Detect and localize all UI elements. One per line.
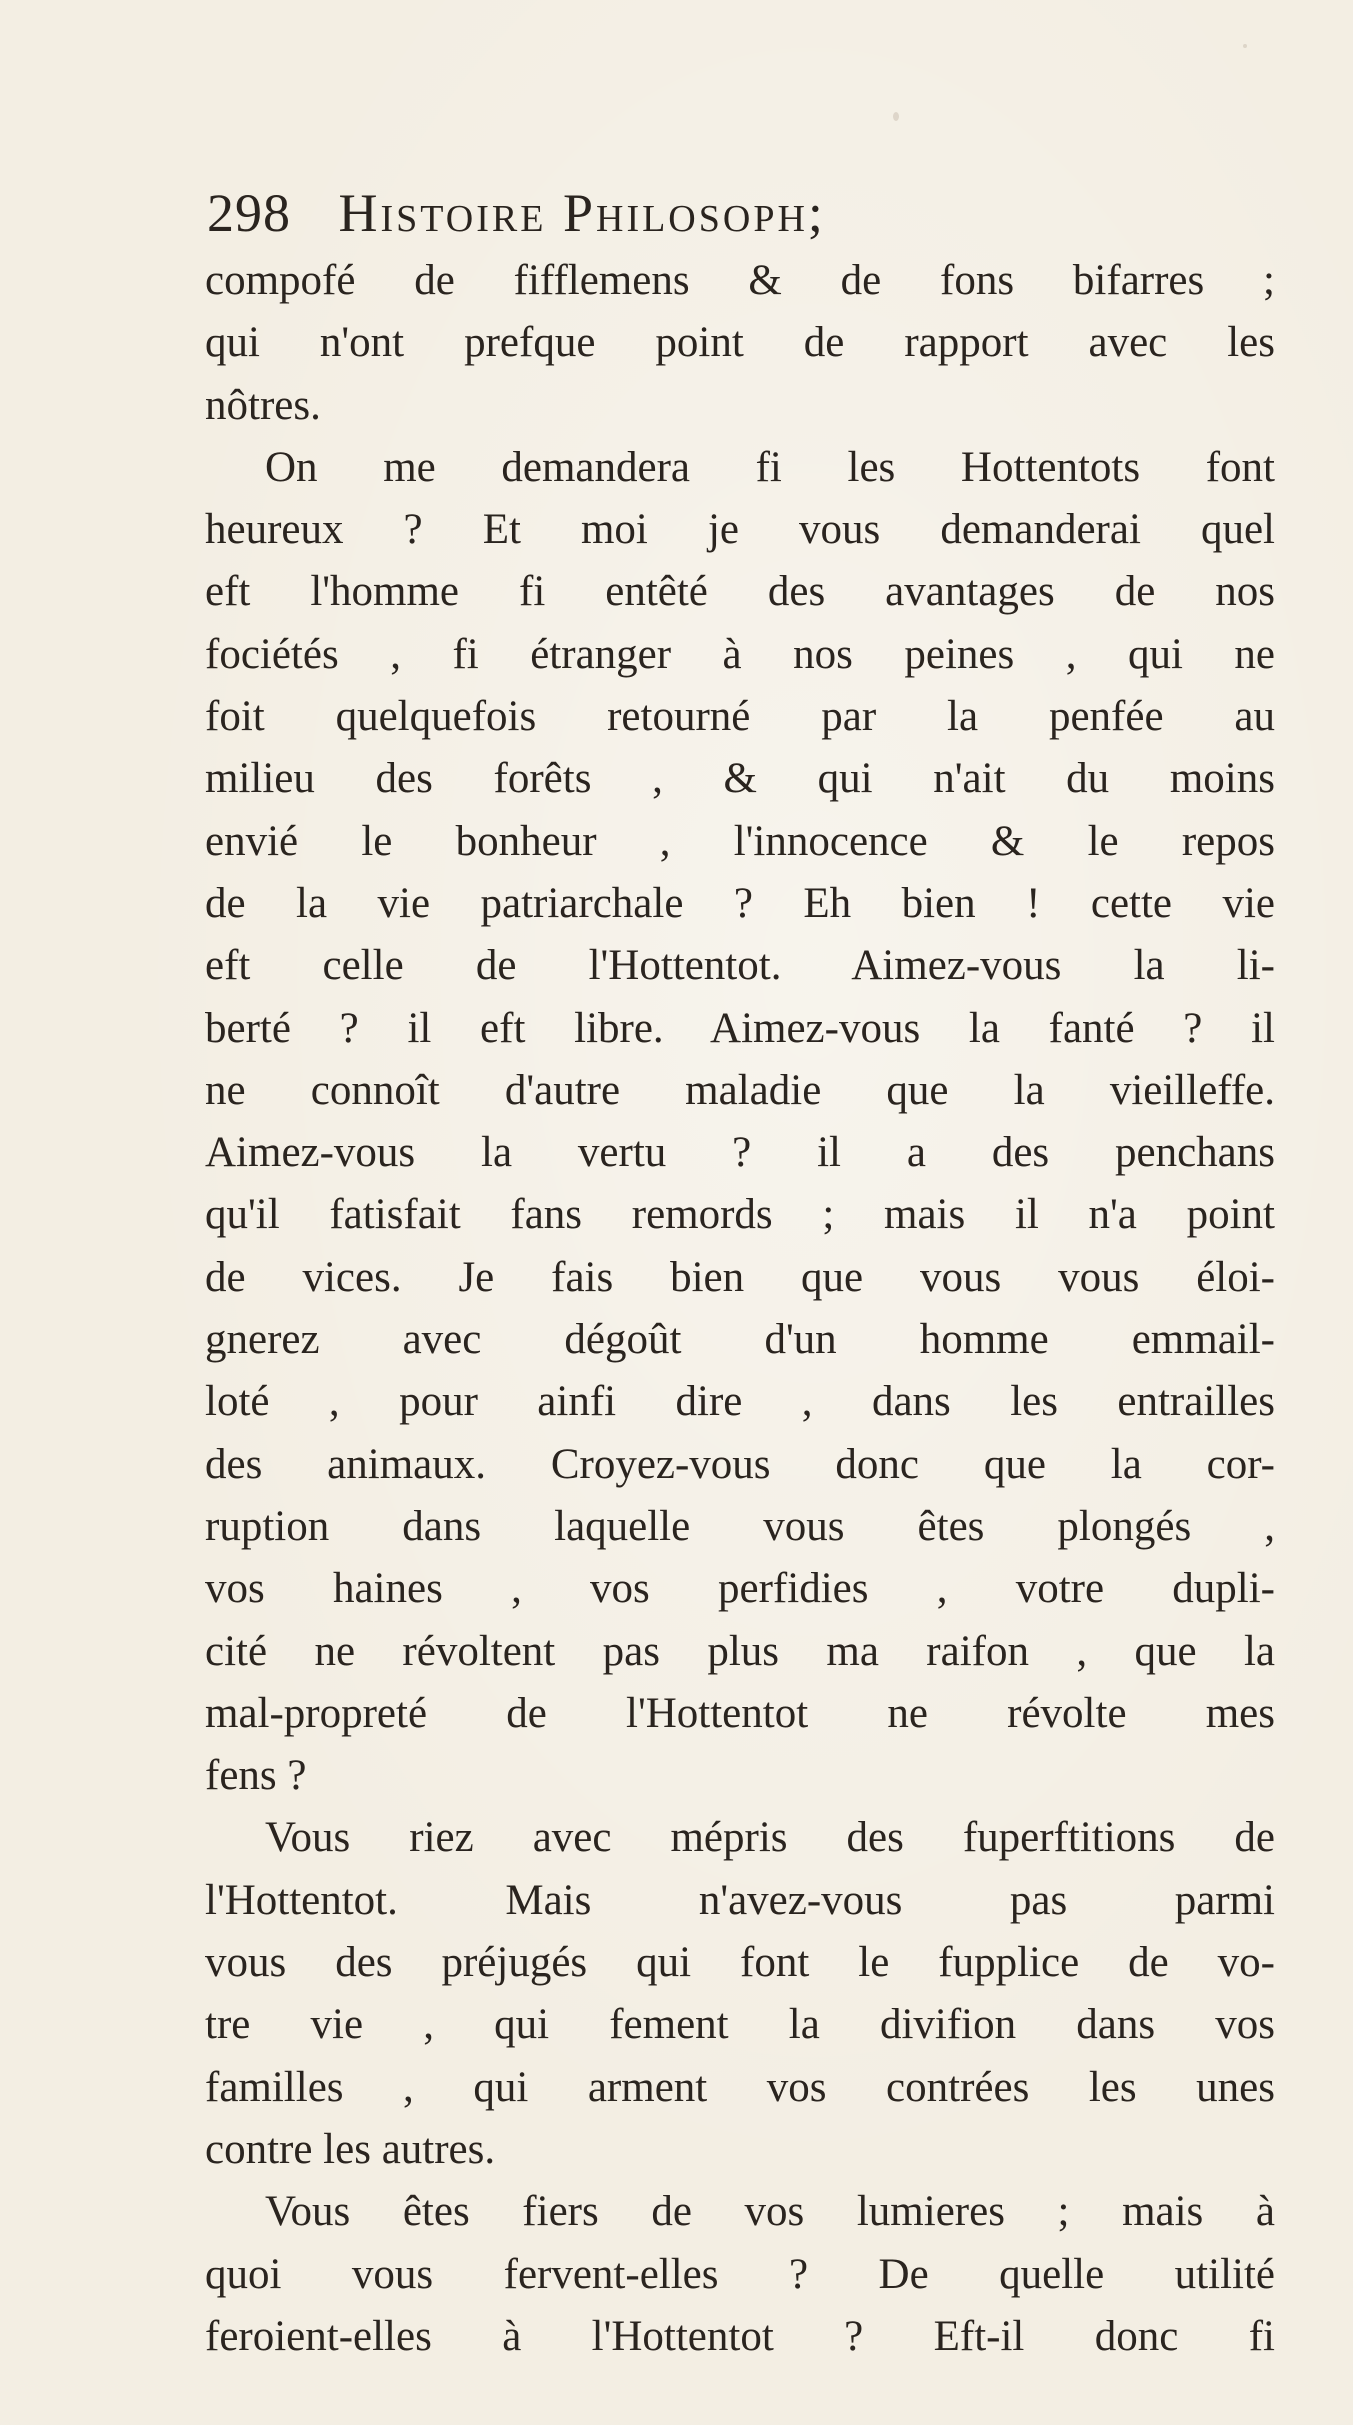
text-line: de vices. Je fais bien que vous vous éloi-: [205, 1253, 1275, 1301]
text-line: berté ? il eft libre. Aimez-vous la fanté ? il: [205, 1004, 1275, 1052]
text-line: l'Hottentot. Mais n'avez-vous pas parmi: [205, 1876, 1275, 1924]
text-line: contre les autres.: [205, 2125, 496, 2173]
text-line: compofé de fifflemens & de fons bifarres ;: [205, 257, 1275, 304]
body-text: [205, 250, 1275, 2368]
text-line: cité ne révoltent pas plus ma raifon , que la: [205, 1627, 1275, 1675]
paragraph-first-line: Vous riez avec mépris des fuperftitions de: [265, 1814, 1275, 1862]
text-line: nôtres.: [205, 381, 321, 429]
paper-spot: [1243, 44, 1247, 48]
text-line: de la vie patriarchale ? Eh bien ! cette vie: [205, 879, 1275, 927]
text-line: familles , qui arment vos contrées les unes: [205, 2063, 1275, 2111]
text-line: quoi vous fervent-elles ? De quelle utilité: [205, 2250, 1275, 2298]
page-number: 298: [207, 183, 291, 243]
text-line: envié le bonheur , l'innocence & le repos: [205, 817, 1275, 865]
text-line: vous des préjugés qui font le fupplice de vo-: [205, 1939, 1275, 1987]
text-line: heureux ? Et moi je vous demanderai quel: [205, 506, 1275, 554]
text-line: qu'il fatisfait fans remords ; mais il n'a point: [205, 1191, 1275, 1239]
text-line: fociétés , fi étranger à nos peines , qui ne: [205, 630, 1275, 678]
text-line: vos haines , vos perfidies , votre dupli-: [205, 1565, 1275, 1613]
text-line: eft l'homme fi entêté des avantages de nos: [205, 568, 1275, 616]
text-line: milieu des forêts , & qui n'ait du moins: [205, 755, 1275, 803]
text-line: gnerez avec dégoût d'un homme emmail-: [205, 1316, 1275, 1364]
text-line: loté , pour ainfi dire , dans les entrailles: [205, 1378, 1275, 1426]
paragraph-first-line: On me demandera fi les Hottentots font: [265, 443, 1275, 491]
text-line: Aimez-vous la vertu ? il a des penchans: [205, 1129, 1275, 1177]
text-line: foit quelquefois retourné par la penfée au: [205, 693, 1275, 741]
text-line: fens ?: [205, 1752, 307, 1800]
text-line: des animaux. Croyez-vous donc que la cor-: [205, 1440, 1275, 1488]
text-line: ruption dans laquelle vous êtes plongés ,: [205, 1502, 1275, 1550]
running-header: [207, 168, 1187, 258]
text-line: qui n'ont prefque point de rapport avec les: [205, 319, 1275, 367]
text-line: eft celle de l'Hottentot. Aimez-vous la li-: [205, 942, 1275, 990]
running-title: Histoire Philosoph;: [338, 183, 826, 243]
text-line: feroient-elles à l'Hottentot ? Eft-il donc fi: [205, 2312, 1275, 2360]
paper-spot: [893, 112, 899, 121]
text-line: ne connoît d'autre maladie que la vieilleffe.: [205, 1066, 1275, 1114]
paragraph-first-line: Vous êtes fiers de vos lumieres ; mais à: [265, 2188, 1275, 2236]
text-line: tre vie , qui fement la divifion dans vos: [205, 2001, 1275, 2049]
text-line: mal-propreté de l'Hottentot ne révolte mes: [205, 1689, 1275, 1737]
